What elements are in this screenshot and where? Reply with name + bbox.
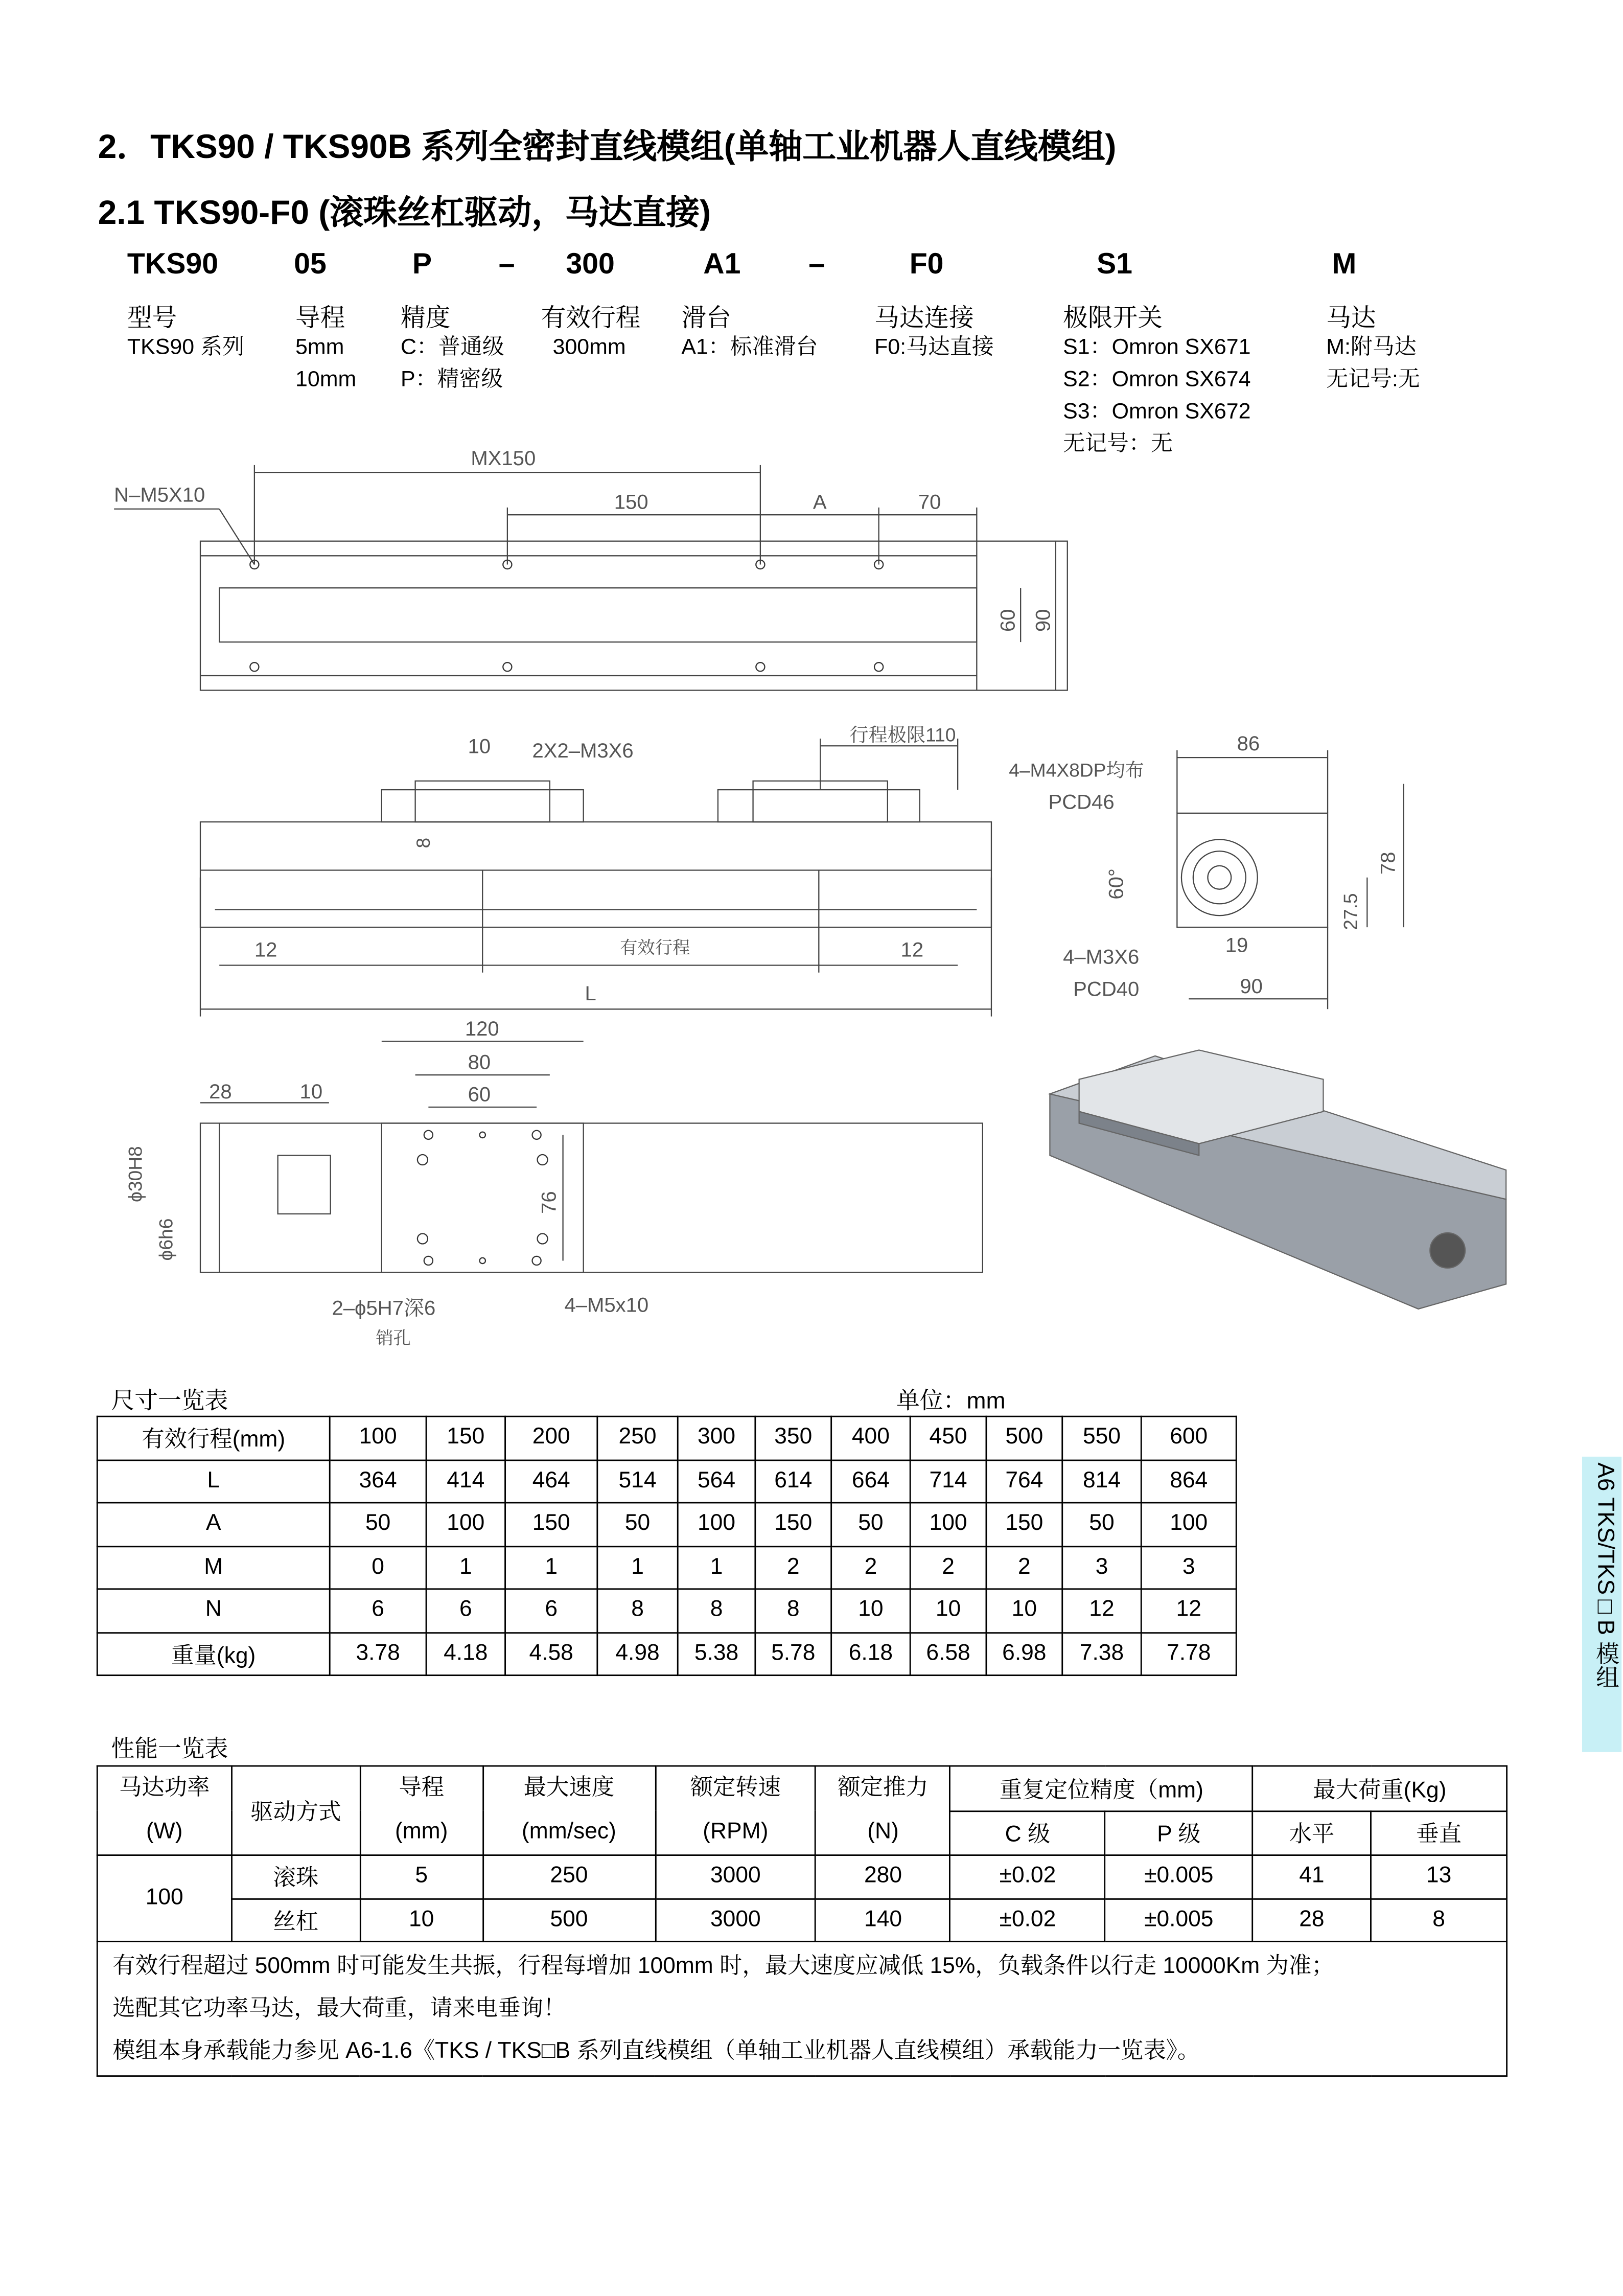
- dim-pcd40: PCD40: [1073, 978, 1140, 1001]
- value: M:附马达: [1326, 335, 1417, 360]
- note-line: 选配其它功率马达，最大荷重，请来电垂询！: [112, 1996, 566, 2022]
- dim-60: 60: [996, 609, 1019, 632]
- header-horizontal: 水平: [1253, 1810, 1371, 1855]
- code-motor: M: [1332, 248, 1357, 281]
- row-header: 有效行程(mm): [97, 1416, 330, 1459]
- end-view-drawing: [1009, 732, 1404, 1009]
- dim-mx: MX150: [471, 447, 536, 470]
- dim-m3: 4–M3X6: [1063, 946, 1140, 969]
- dim-m4: 4–M4X8DP均布: [1009, 759, 1144, 781]
- value: S2：Omron SX674: [1063, 367, 1251, 392]
- header-rpm: 额定转速 (RPM): [655, 1766, 816, 1855]
- dim-pin: 2–ϕ5H7深6: [332, 1297, 436, 1320]
- header-lead: 导程 (mm): [360, 1766, 483, 1855]
- dim-12-right: 12: [900, 938, 924, 961]
- cell: 350: [755, 1416, 831, 1459]
- header-p: P 级: [1105, 1810, 1253, 1855]
- cell: 664: [831, 1460, 911, 1503]
- cell: 614: [755, 1460, 831, 1503]
- code-model: TKS90: [127, 248, 219, 281]
- product-3d-render: [1050, 1050, 1506, 1308]
- value: TKS90 系列: [127, 335, 244, 360]
- dim-table-title: 尺寸一览表: [111, 1389, 228, 1414]
- cell: 2: [755, 1546, 831, 1589]
- label-switch: 极限开关: [1063, 304, 1163, 332]
- value: 5mm: [295, 335, 344, 360]
- dim-78: 78: [1377, 852, 1400, 875]
- table-row: [97, 1855, 1506, 1898]
- cell: 250: [597, 1416, 678, 1459]
- cell: 6: [426, 1589, 505, 1632]
- table-row: [97, 1546, 1236, 1589]
- dim-stroke: 有效行程: [620, 938, 690, 958]
- cell-power: 100: [97, 1855, 231, 1942]
- value: 300mm: [552, 335, 626, 360]
- dim-m5: 4–M5x10: [564, 1294, 649, 1317]
- label-stroke: 有效行程: [541, 304, 641, 332]
- row-header: A: [97, 1503, 330, 1546]
- side-view-drawing: [200, 724, 991, 1017]
- cell: 1: [505, 1546, 597, 1589]
- dim-pin-note: 销孔: [376, 1328, 411, 1348]
- performance-table: [97, 1765, 1508, 2077]
- cell: 100: [678, 1503, 755, 1546]
- cell: 3: [1062, 1546, 1142, 1589]
- table-row: [97, 1416, 1236, 1459]
- cell: 464: [505, 1460, 597, 1503]
- header-power: 马达功率 (W): [97, 1766, 231, 1855]
- dim-l: L: [585, 982, 596, 1005]
- cell: 150: [755, 1503, 831, 1546]
- cell: 2: [910, 1546, 986, 1589]
- cell-drive: 丝杠: [231, 1898, 360, 1941]
- cell: 400: [831, 1416, 911, 1459]
- dim-8: 8: [412, 837, 434, 848]
- value: 无记号：无: [1063, 431, 1173, 456]
- cell: 250: [483, 1855, 655, 1898]
- section-title: 2．TKS90 / TKS90B 系列全密封直线模组(单轴工业机器人直线模组): [98, 127, 1117, 166]
- value: P：精密级: [400, 367, 503, 392]
- label-model: 型号: [127, 304, 177, 332]
- cell: 13: [1371, 1855, 1507, 1898]
- cell: 714: [910, 1460, 986, 1503]
- cell: 50: [1062, 1503, 1142, 1546]
- cell: 100: [426, 1503, 505, 1546]
- value: C：普通级: [400, 335, 504, 360]
- cell: 0: [330, 1546, 426, 1589]
- cell: 364: [330, 1460, 426, 1503]
- subsection-title: 2.1 TKS90-F0 (滚珠丝杠驱动，马达直接): [98, 193, 711, 232]
- code-slider: A1: [703, 248, 741, 281]
- cell: 50: [330, 1503, 426, 1546]
- cell: 6.58: [910, 1632, 986, 1675]
- note-line: 模组本身承载能力参见 A6-1.6《TKS / TKS□B 系列直线模组（单轴工业机器人直线模组）承载能力一览表》。: [112, 2038, 1200, 2064]
- dim-60: 60: [468, 1083, 491, 1106]
- cell: 150: [505, 1503, 597, 1546]
- cell: 10: [360, 1898, 483, 1941]
- code-motor-conn: F0: [909, 248, 944, 281]
- value: F0:马达直接: [874, 335, 994, 360]
- cell: 6: [505, 1589, 597, 1632]
- table-row: [97, 1460, 1236, 1503]
- cell: 414: [426, 1460, 505, 1503]
- dim-pcd46: PCD46: [1048, 791, 1115, 814]
- cell: ±0.02: [950, 1898, 1105, 1941]
- table-row: [97, 1589, 1236, 1632]
- cell: 514: [597, 1460, 678, 1503]
- cell: 3000: [655, 1855, 816, 1898]
- cell: 2: [831, 1546, 911, 1589]
- header-max-load: 最大荷重(Kg): [1253, 1766, 1506, 1810]
- dim-10: 10: [468, 735, 491, 758]
- dim-90: 90: [1032, 609, 1055, 632]
- dim-12-left: 12: [254, 938, 277, 961]
- cell-drive: 滚珠: [231, 1855, 360, 1898]
- cell: 5.78: [755, 1632, 831, 1675]
- cell: 814: [1062, 1460, 1142, 1503]
- dim-table-unit: 单位：mm: [896, 1389, 1006, 1414]
- label-motor: 马达: [1326, 304, 1376, 332]
- dim-10: 10: [299, 1080, 323, 1103]
- cell: 12: [1141, 1589, 1236, 1632]
- dim-70: 70: [918, 491, 941, 514]
- value: S1：Omron SX671: [1063, 335, 1251, 360]
- cell: 10: [910, 1589, 986, 1632]
- cell: 7.78: [1141, 1632, 1236, 1675]
- dim-120: 120: [465, 1017, 499, 1040]
- cell: 550: [1062, 1416, 1142, 1459]
- dim-angle: 60°: [1105, 868, 1128, 900]
- header-c: C 级: [950, 1810, 1105, 1855]
- cell: 8: [1371, 1898, 1507, 1941]
- cell: 4.98: [597, 1632, 678, 1675]
- cell: 50: [597, 1503, 678, 1546]
- header-drive: 驱动方式: [231, 1766, 360, 1855]
- cell: 41: [1253, 1855, 1371, 1898]
- dim-holes: N–M5X10: [114, 484, 205, 507]
- code-lead: 05: [294, 248, 327, 281]
- table-row: [97, 1503, 1236, 1546]
- cell: 764: [986, 1460, 1062, 1503]
- cell: 1: [426, 1546, 505, 1589]
- technical-drawings: [0, 424, 1623, 1360]
- cell: 6: [330, 1589, 426, 1632]
- code-dash: –: [498, 248, 515, 281]
- cell: 100: [910, 1503, 986, 1546]
- row-header: 重量(kg): [97, 1632, 330, 1675]
- cell: 3000: [655, 1898, 816, 1941]
- cell: 1: [678, 1546, 755, 1589]
- cell: ±0.005: [1105, 1898, 1253, 1941]
- cell: 50: [831, 1503, 911, 1546]
- cell: 5.38: [678, 1632, 755, 1675]
- dim-travel-limit: 行程极限110: [849, 724, 956, 746]
- dim-76: 76: [538, 1191, 561, 1214]
- dim-screw: 2X2–M3X6: [532, 740, 634, 763]
- dim-phi30: ϕ30H8: [124, 1146, 146, 1202]
- cell: ±0.02: [950, 1855, 1105, 1898]
- cell: 600: [1141, 1416, 1236, 1459]
- cell: 564: [678, 1460, 755, 1503]
- cell: 8: [678, 1589, 755, 1632]
- value: S3：Omron SX672: [1063, 399, 1251, 424]
- dim-phi6: ϕ6h6: [155, 1218, 177, 1261]
- value: A1：标准滑台: [681, 335, 818, 360]
- cell: 5: [360, 1855, 483, 1898]
- cell: 100: [1141, 1503, 1236, 1546]
- front-view-drawing: [125, 1018, 983, 1348]
- cell: 3.78: [330, 1632, 426, 1675]
- header-thrust: 额定推力 (N): [816, 1766, 950, 1855]
- cell: 12: [1062, 1589, 1142, 1632]
- dim-28: 28: [209, 1080, 232, 1103]
- cell: 1: [597, 1546, 678, 1589]
- cell: 140: [816, 1898, 950, 1941]
- cell: 3: [1141, 1546, 1236, 1589]
- dim-86: 86: [1237, 732, 1260, 755]
- row-header: N: [97, 1589, 330, 1632]
- cell: 300: [678, 1416, 755, 1459]
- cell: 10: [986, 1589, 1062, 1632]
- cell: 500: [986, 1416, 1062, 1459]
- dim-a: A: [813, 491, 827, 514]
- perf-table-title: 性能一览表: [111, 1737, 228, 1762]
- cell: 100: [330, 1416, 426, 1459]
- header-vertical: 垂直: [1371, 1810, 1507, 1855]
- value: 无记号:无: [1326, 367, 1420, 392]
- dim-80: 80: [468, 1051, 491, 1074]
- cell: 864: [1141, 1460, 1236, 1503]
- cell: 6.98: [986, 1632, 1062, 1675]
- dim-19: 19: [1225, 934, 1248, 957]
- cell: 450: [910, 1416, 986, 1459]
- cell: 4.58: [505, 1632, 597, 1675]
- table-row: [97, 1898, 1506, 1941]
- code-stroke: 300: [566, 248, 615, 281]
- label-precision: 精度: [400, 304, 451, 332]
- row-header: L: [97, 1460, 330, 1503]
- cell: 6.18: [831, 1632, 911, 1675]
- value: 10mm: [295, 367, 357, 392]
- label-motor-conn: 马达连接: [874, 304, 974, 332]
- code-switch: S1: [1096, 248, 1132, 281]
- cell: 8: [597, 1589, 678, 1632]
- cell: 4.18: [426, 1632, 505, 1675]
- notes: [97, 1941, 1506, 2076]
- side-tab: [1582, 1457, 1621, 1752]
- note-line: 有效行程超过 500mm 时可能发生共振，行程每增加 100mm 时，最大速度应减低 15%，负载条件以行走 10000Km 为准；: [112, 1954, 1334, 1979]
- code-precision: P: [412, 248, 432, 281]
- cell: 7.38: [1062, 1632, 1142, 1675]
- side-tab-label: A6 TKS/TKS□B 模组: [1592, 1462, 1617, 1689]
- cell: 200: [505, 1416, 597, 1459]
- header-repeatability: 重复定位精度（mm): [950, 1766, 1253, 1810]
- dim-90: 90: [1240, 975, 1263, 998]
- cell: 10: [831, 1589, 911, 1632]
- row-header: M: [97, 1546, 330, 1589]
- cell: ±0.005: [1105, 1855, 1253, 1898]
- code-dash: –: [808, 248, 825, 281]
- cell: 28: [1253, 1898, 1371, 1941]
- cell: 500: [483, 1898, 655, 1941]
- label-lead: 导程: [295, 304, 345, 332]
- dimension-table: [97, 1416, 1237, 1676]
- header-speed: 最大速度 (mm/sec): [483, 1766, 655, 1855]
- dim-27-5: 27.5: [1339, 893, 1361, 930]
- cell: 280: [816, 1855, 950, 1898]
- cell: 8: [755, 1589, 831, 1632]
- cell: 2: [986, 1546, 1062, 1589]
- label-slider: 滑台: [681, 304, 731, 332]
- table-row: [97, 1632, 1236, 1675]
- dim-pitch: 150: [614, 491, 648, 514]
- cell: 150: [986, 1503, 1062, 1546]
- cell: 150: [426, 1416, 505, 1459]
- top-view-drawing: [114, 447, 1068, 691]
